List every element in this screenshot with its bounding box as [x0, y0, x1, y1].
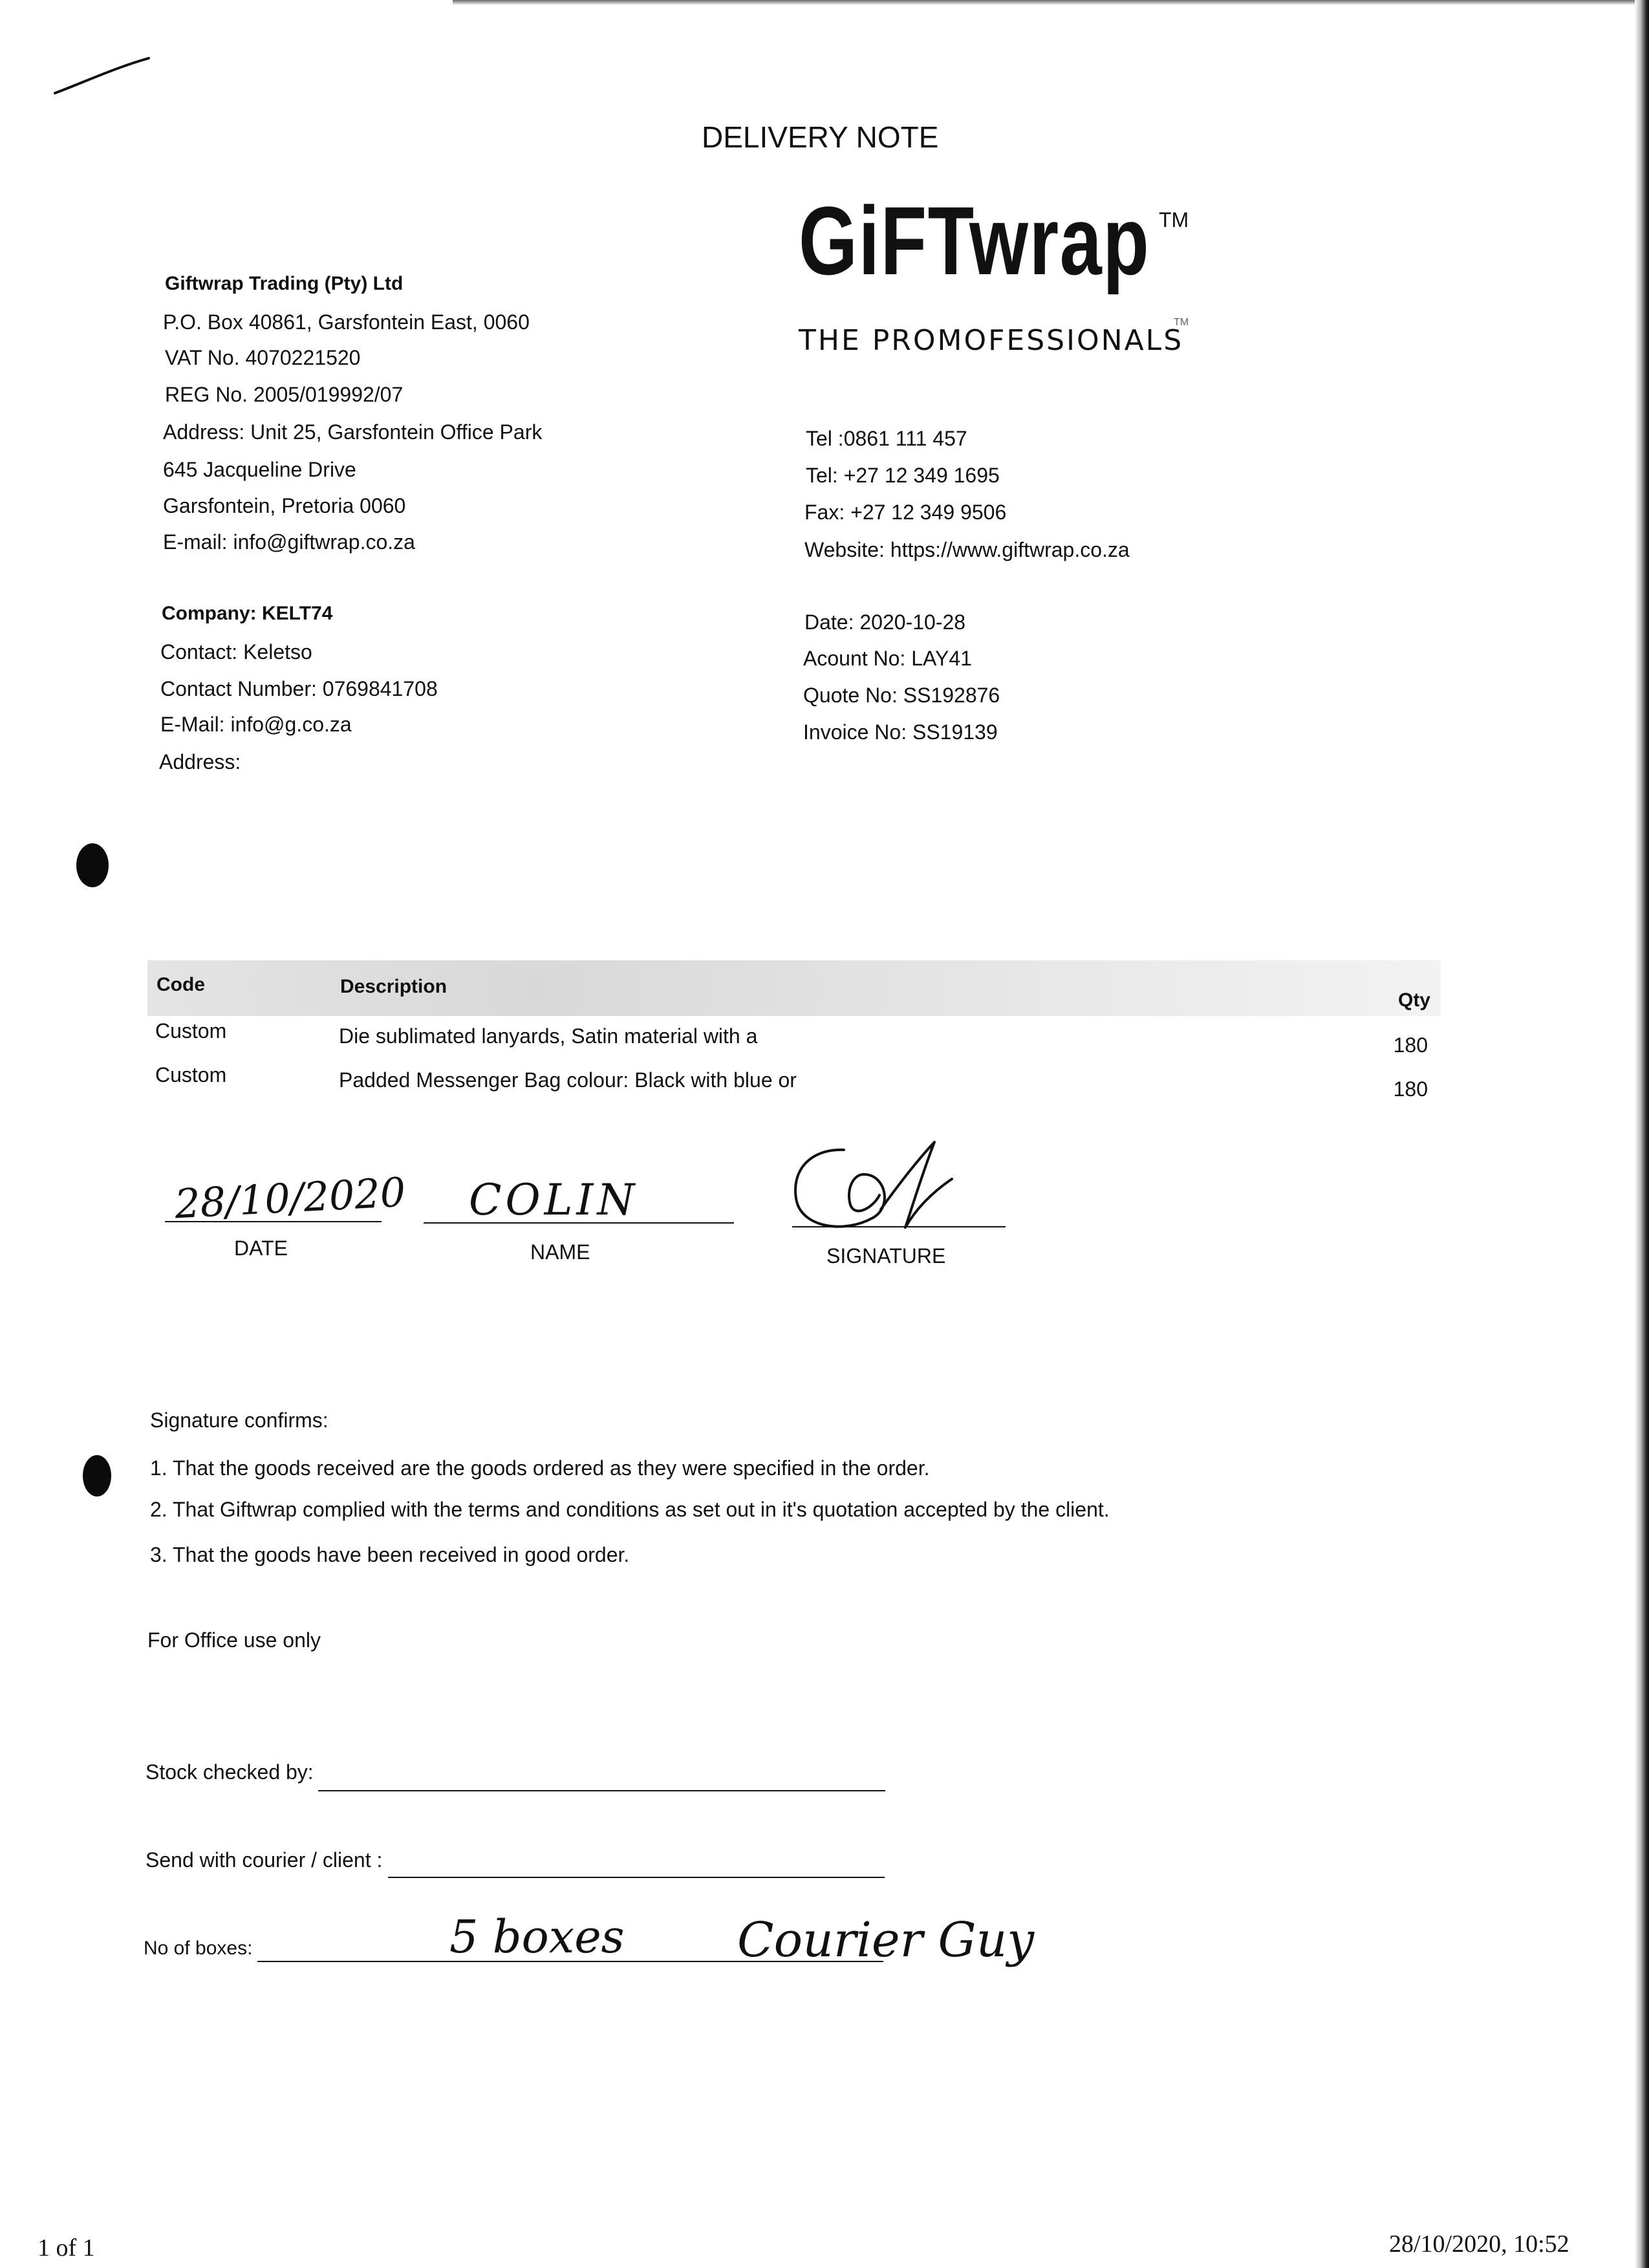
contact-tel-2: Tel: +27 12 349 1695 [806, 464, 1000, 487]
stock-checked-line [318, 1790, 885, 1791]
info-invoice-no: Invoice No: SS19139 [803, 720, 998, 744]
confirmation-item-1: 1. That the goods received are the goods ordered as they were specified in the order. [150, 1456, 930, 1480]
courier-client-label: Send with courier / client : [146, 1848, 383, 1872]
row-qty: 180 [1393, 1033, 1428, 1057]
supplier-street: 645 Jacqueline Drive [163, 458, 356, 481]
info-date: Date: 2020-10-28 [804, 610, 966, 634]
punch-hole-top [76, 843, 109, 887]
confirmation-item-2: 2. That Giftwrap complied with the terms and conditions as set out in it's quotation accepted by the client. [150, 1498, 1110, 1521]
name-line [424, 1222, 734, 1224]
courier-client-line [388, 1877, 885, 1878]
office-use-heading: For Office use only [147, 1628, 321, 1652]
client-email: E-Mail: info@g.co.za [160, 713, 352, 736]
print-timestamp: 28/10/2020, 10:52 [1389, 2230, 1569, 2258]
info-account-no: Acount No: LAY41 [803, 647, 972, 670]
client-contact: Contact: Keletso [160, 640, 312, 664]
pen-stroke-mark [52, 53, 155, 98]
boxes-label: No of boxes: [144, 1938, 253, 1959]
signature-label: SIGNATURE [826, 1244, 946, 1268]
handwritten-box-count: 5 boxes [449, 1910, 625, 1963]
info-quote-no: Quote No: SS192876 [803, 684, 1000, 707]
supplier-po-box: P.O. Box 40861, Garsfontein East, 0060 [163, 310, 530, 334]
client-address: Address: [159, 750, 241, 773]
supplier-name: Giftwrap Trading (Pty) Ltd [165, 273, 404, 294]
stock-checked-label: Stock checked by: [146, 1760, 314, 1784]
signature-line [792, 1226, 1006, 1227]
contact-tel-1: Tel :0861 111 457 [806, 427, 967, 450]
logo-trademark: TM [1159, 208, 1189, 232]
logo-tagline: THE PROMOFESSIONALS [799, 324, 1184, 357]
handwritten-signature [782, 1137, 1002, 1247]
supplier-vat: VAT No. 4070221520 [165, 346, 361, 369]
scan-shadow-top [453, 0, 1649, 5]
punch-hole-bottom [83, 1455, 111, 1496]
client-contact-number: Contact Number: 0769841708 [160, 677, 438, 700]
logo-trademark-small: TM [1174, 317, 1189, 328]
handwritten-name: COLIN [469, 1175, 639, 1225]
supplier-address: Address: Unit 25, Garsfontein Office Park [163, 420, 543, 444]
row-code: Custom [155, 1019, 227, 1042]
row-qty: 180 [1393, 1077, 1428, 1101]
document-title: DELIVERY NOTE [702, 120, 939, 154]
page-indicator-text: 1 of 1 [38, 2234, 95, 2262]
supplier-email: E-mail: info@giftwrap.co.za [163, 530, 415, 554]
supplier-city: Garsfontein, Pretoria 0060 [163, 494, 406, 517]
name-label: NAME [530, 1240, 590, 1264]
client-company: Company: KELT74 [162, 603, 333, 624]
confirmation-heading: Signature confirms: [150, 1409, 329, 1432]
scan-shadow-right [1635, 0, 1649, 2268]
table-header-code: Code [156, 974, 205, 995]
contact-website: Website: https://www.giftwrap.co.za [804, 538, 1130, 561]
table-header-description: Description [340, 976, 447, 997]
row-description: Die sublimated lanyards, Satin material with a [339, 1024, 758, 1048]
confirmation-item-3: 3. That the goods have been received in good order. [150, 1543, 630, 1566]
row-code: Custom [155, 1063, 227, 1086]
row-description: Padded Messenger Bag colour: Black with blue or [339, 1068, 797, 1092]
date-label: DATE [234, 1237, 288, 1260]
handwritten-courier-note: Courier Guy [737, 1912, 1035, 1968]
contact-fax: Fax: +27 12 349 9506 [804, 501, 1007, 524]
giftwrap-logo: GiFTwrap [799, 186, 1150, 295]
table-header-qty: Qty [1397, 989, 1430, 1011]
date-line [165, 1221, 382, 1222]
handwritten-date: 28/10/2020 [173, 1168, 407, 1228]
supplier-reg: REG No. 2005/019992/07 [165, 383, 404, 406]
